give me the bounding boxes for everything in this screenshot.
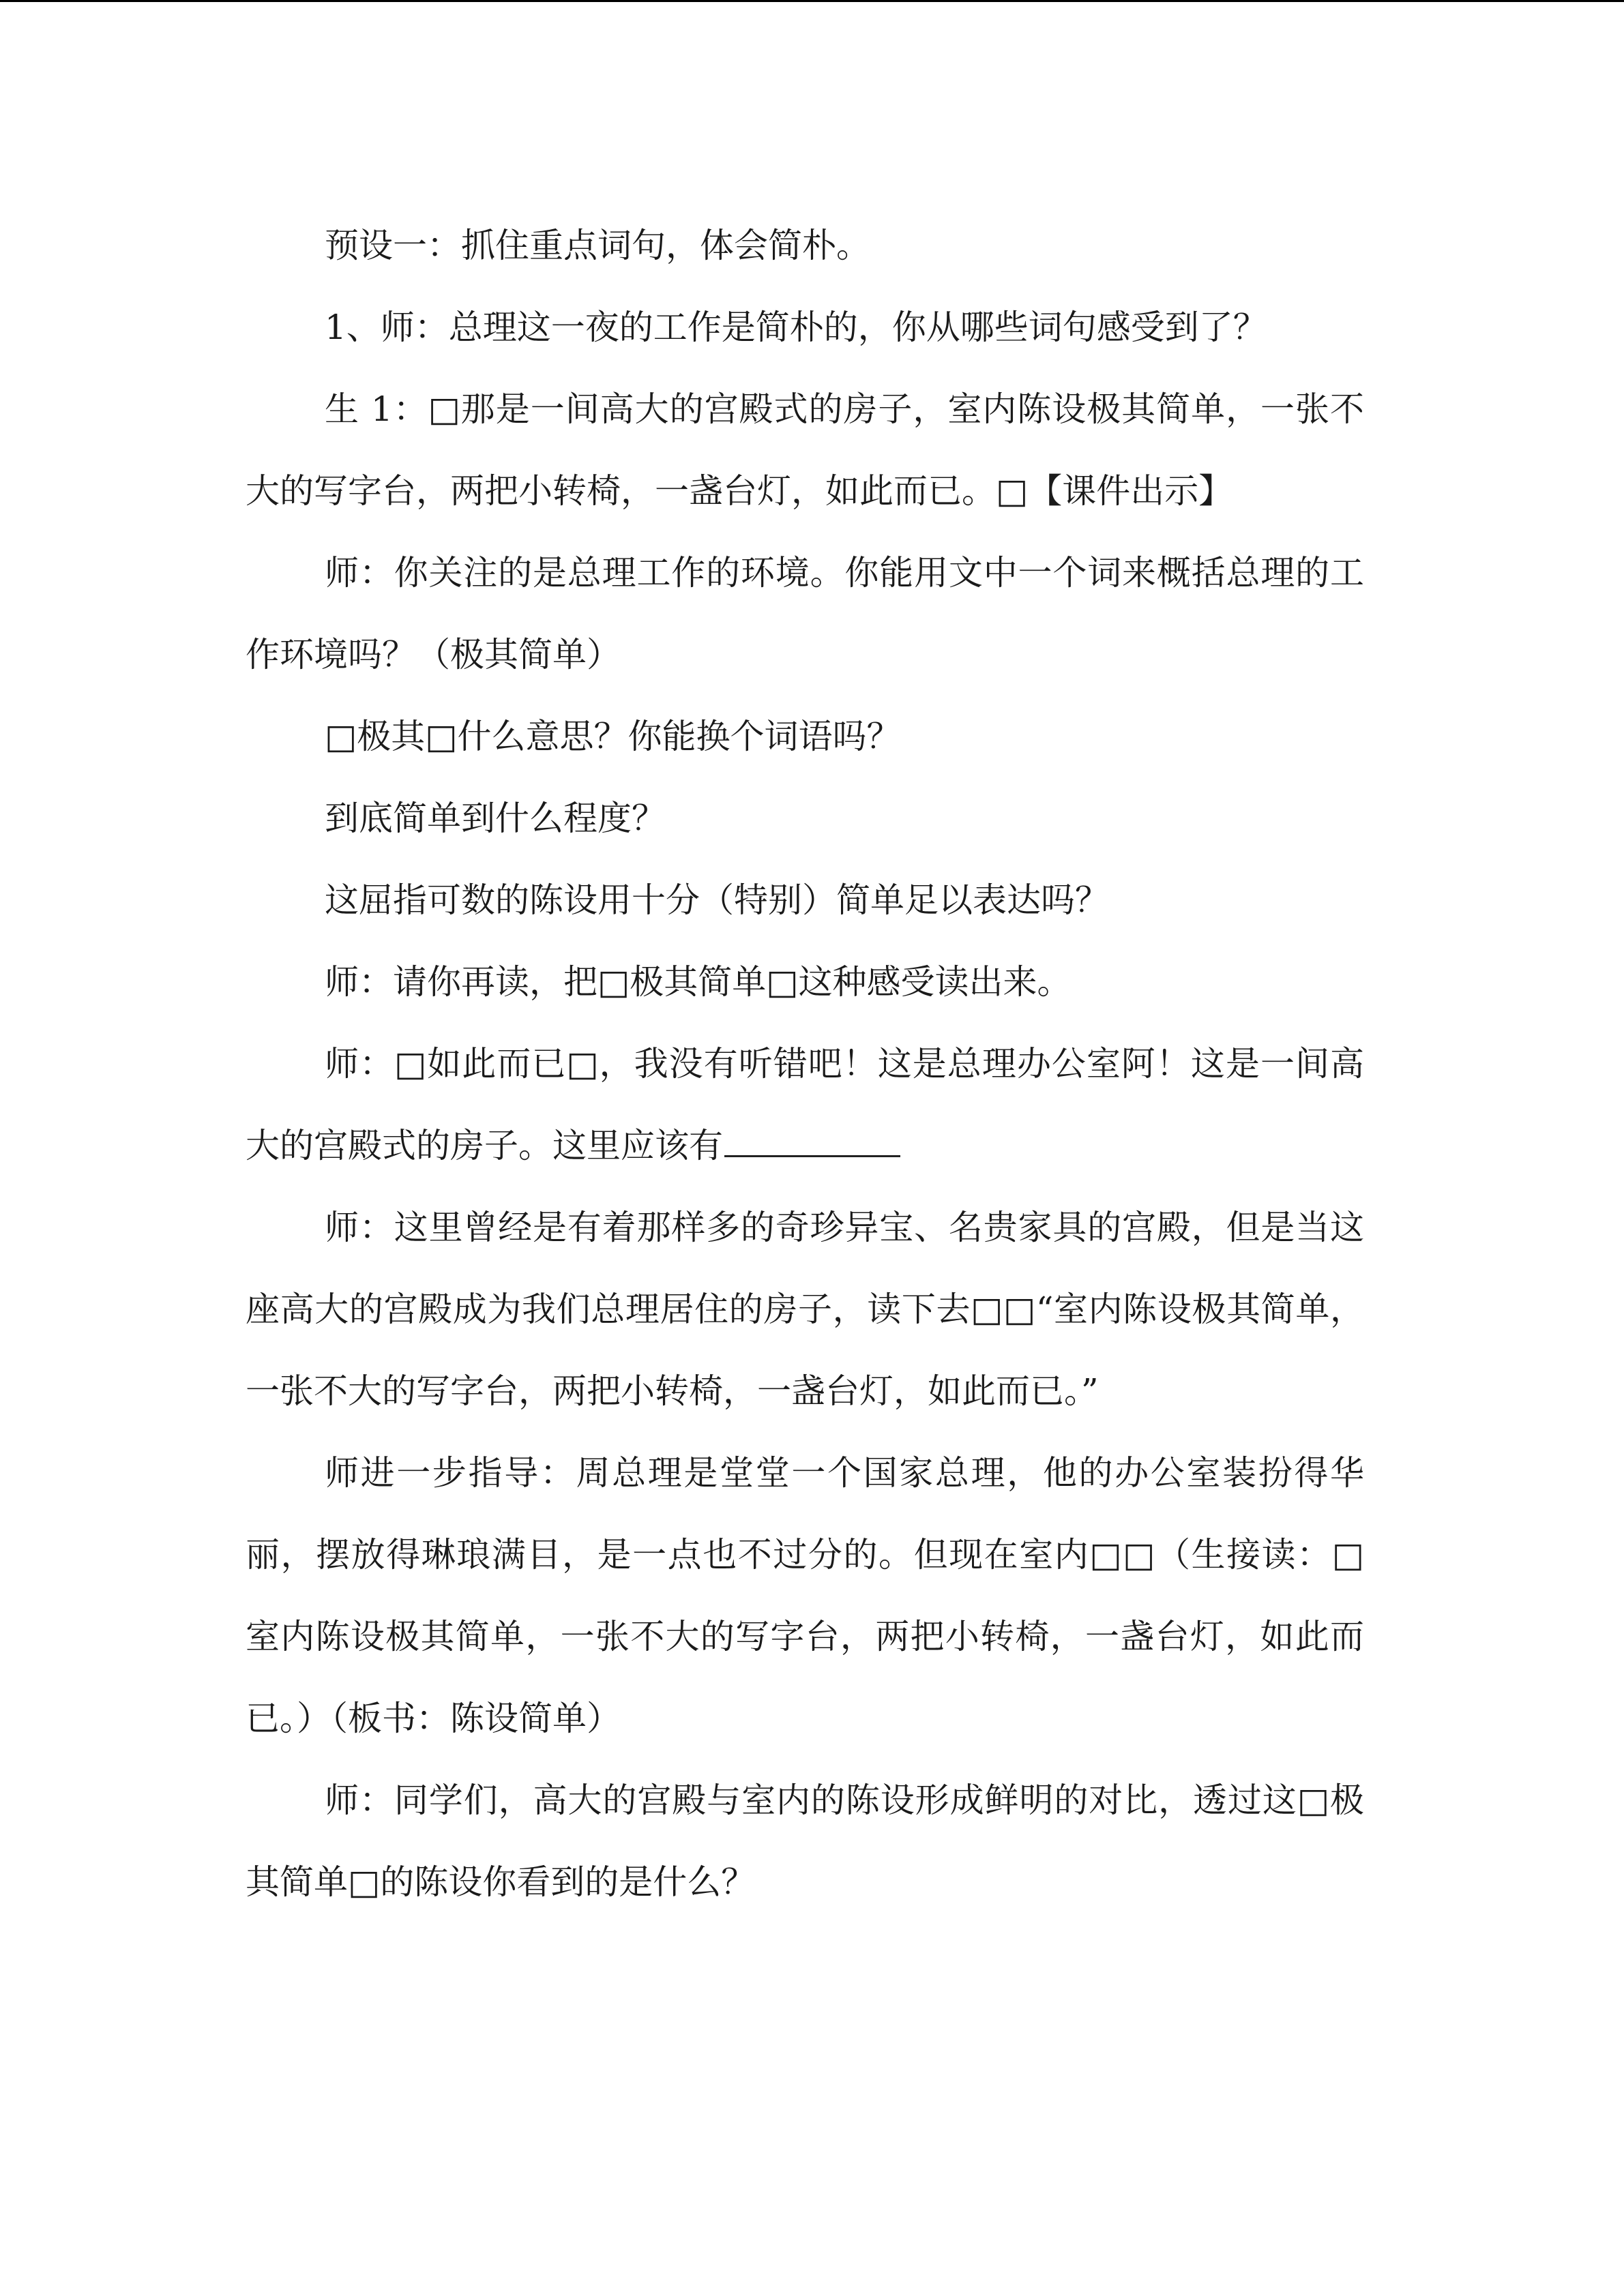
- paragraph-further-guidance: 师进一步指导：周总理是堂堂一个国家总理，他的办公室装扮得华丽，摆放得琳琅满目，是一点也不过分的。但现在室内□□（生接读：□室内陈设极其简单，一张不大的写字台，两把小转椅，一盏台灯，如此而已。）（板书：陈设简单）: [246, 1453, 1364, 1738]
- paragraph-teacher-question-1: 1、师：总理这一夜的工作是简朴的，你从哪些词句感受到了？: [325, 308, 1267, 347]
- paragraph-final-question: 师：同学们，高大的宫殿与室内的陈设形成鲜明的对比，透过这□极其简单□的陈设你看到的是什么？: [246, 1780, 1364, 1902]
- top-border-line: [0, 0, 1624, 2]
- paragraph-teacher-environment: 师：你关注的是总理工作的环境。你能用文中一个词来概括总理的工作环境吗？（极其简单）: [246, 553, 1364, 674]
- paragraph-fill-blank-text: 师：□如此而已□，我没有听错吧！这是总理办公室阿！这是一间高大的宫殿式的房子。这里应该有: [246, 1044, 1364, 1165]
- paragraph-fill-blank: [246, 1023, 1364, 1187]
- document-body: [246, 205, 1364, 1923]
- answer-blank-line: [724, 1152, 900, 1157]
- paragraph-palace-contrast: 师：这里曾经是有着那样多的奇珍异宝、名贵家具的宫殿，但是当这座高大的宫殿成为我们总理居住的房子，读下去□□“室内陈设极其简单，一张不大的写字台，两把小转椅，一盏台灯，如此而已。”: [246, 1208, 1364, 1411]
- paragraph-preset-one: 预设一：抓住重点词句，体会简朴。: [325, 226, 870, 265]
- paragraph-reread: 师：请你再读，把□极其简单□这种感受读出来。: [325, 962, 1072, 1002]
- paragraph-countable-question: 这屈指可数的陈设用十分（特别）简单足以表达吗？: [325, 880, 1109, 920]
- paragraph-meaning-question: □极其□什么意思？你能换个词语吗？: [325, 717, 901, 756]
- paragraph-student-1: 生 1：□那是一间高大的宫殿式的房子，室内陈设极其简单，一张不大的写字台，两把小转椅，一盏台灯，如此而已。□【课件出示】: [246, 389, 1364, 511]
- paragraph-degree-question: 到底简单到什么程度？: [325, 799, 666, 838]
